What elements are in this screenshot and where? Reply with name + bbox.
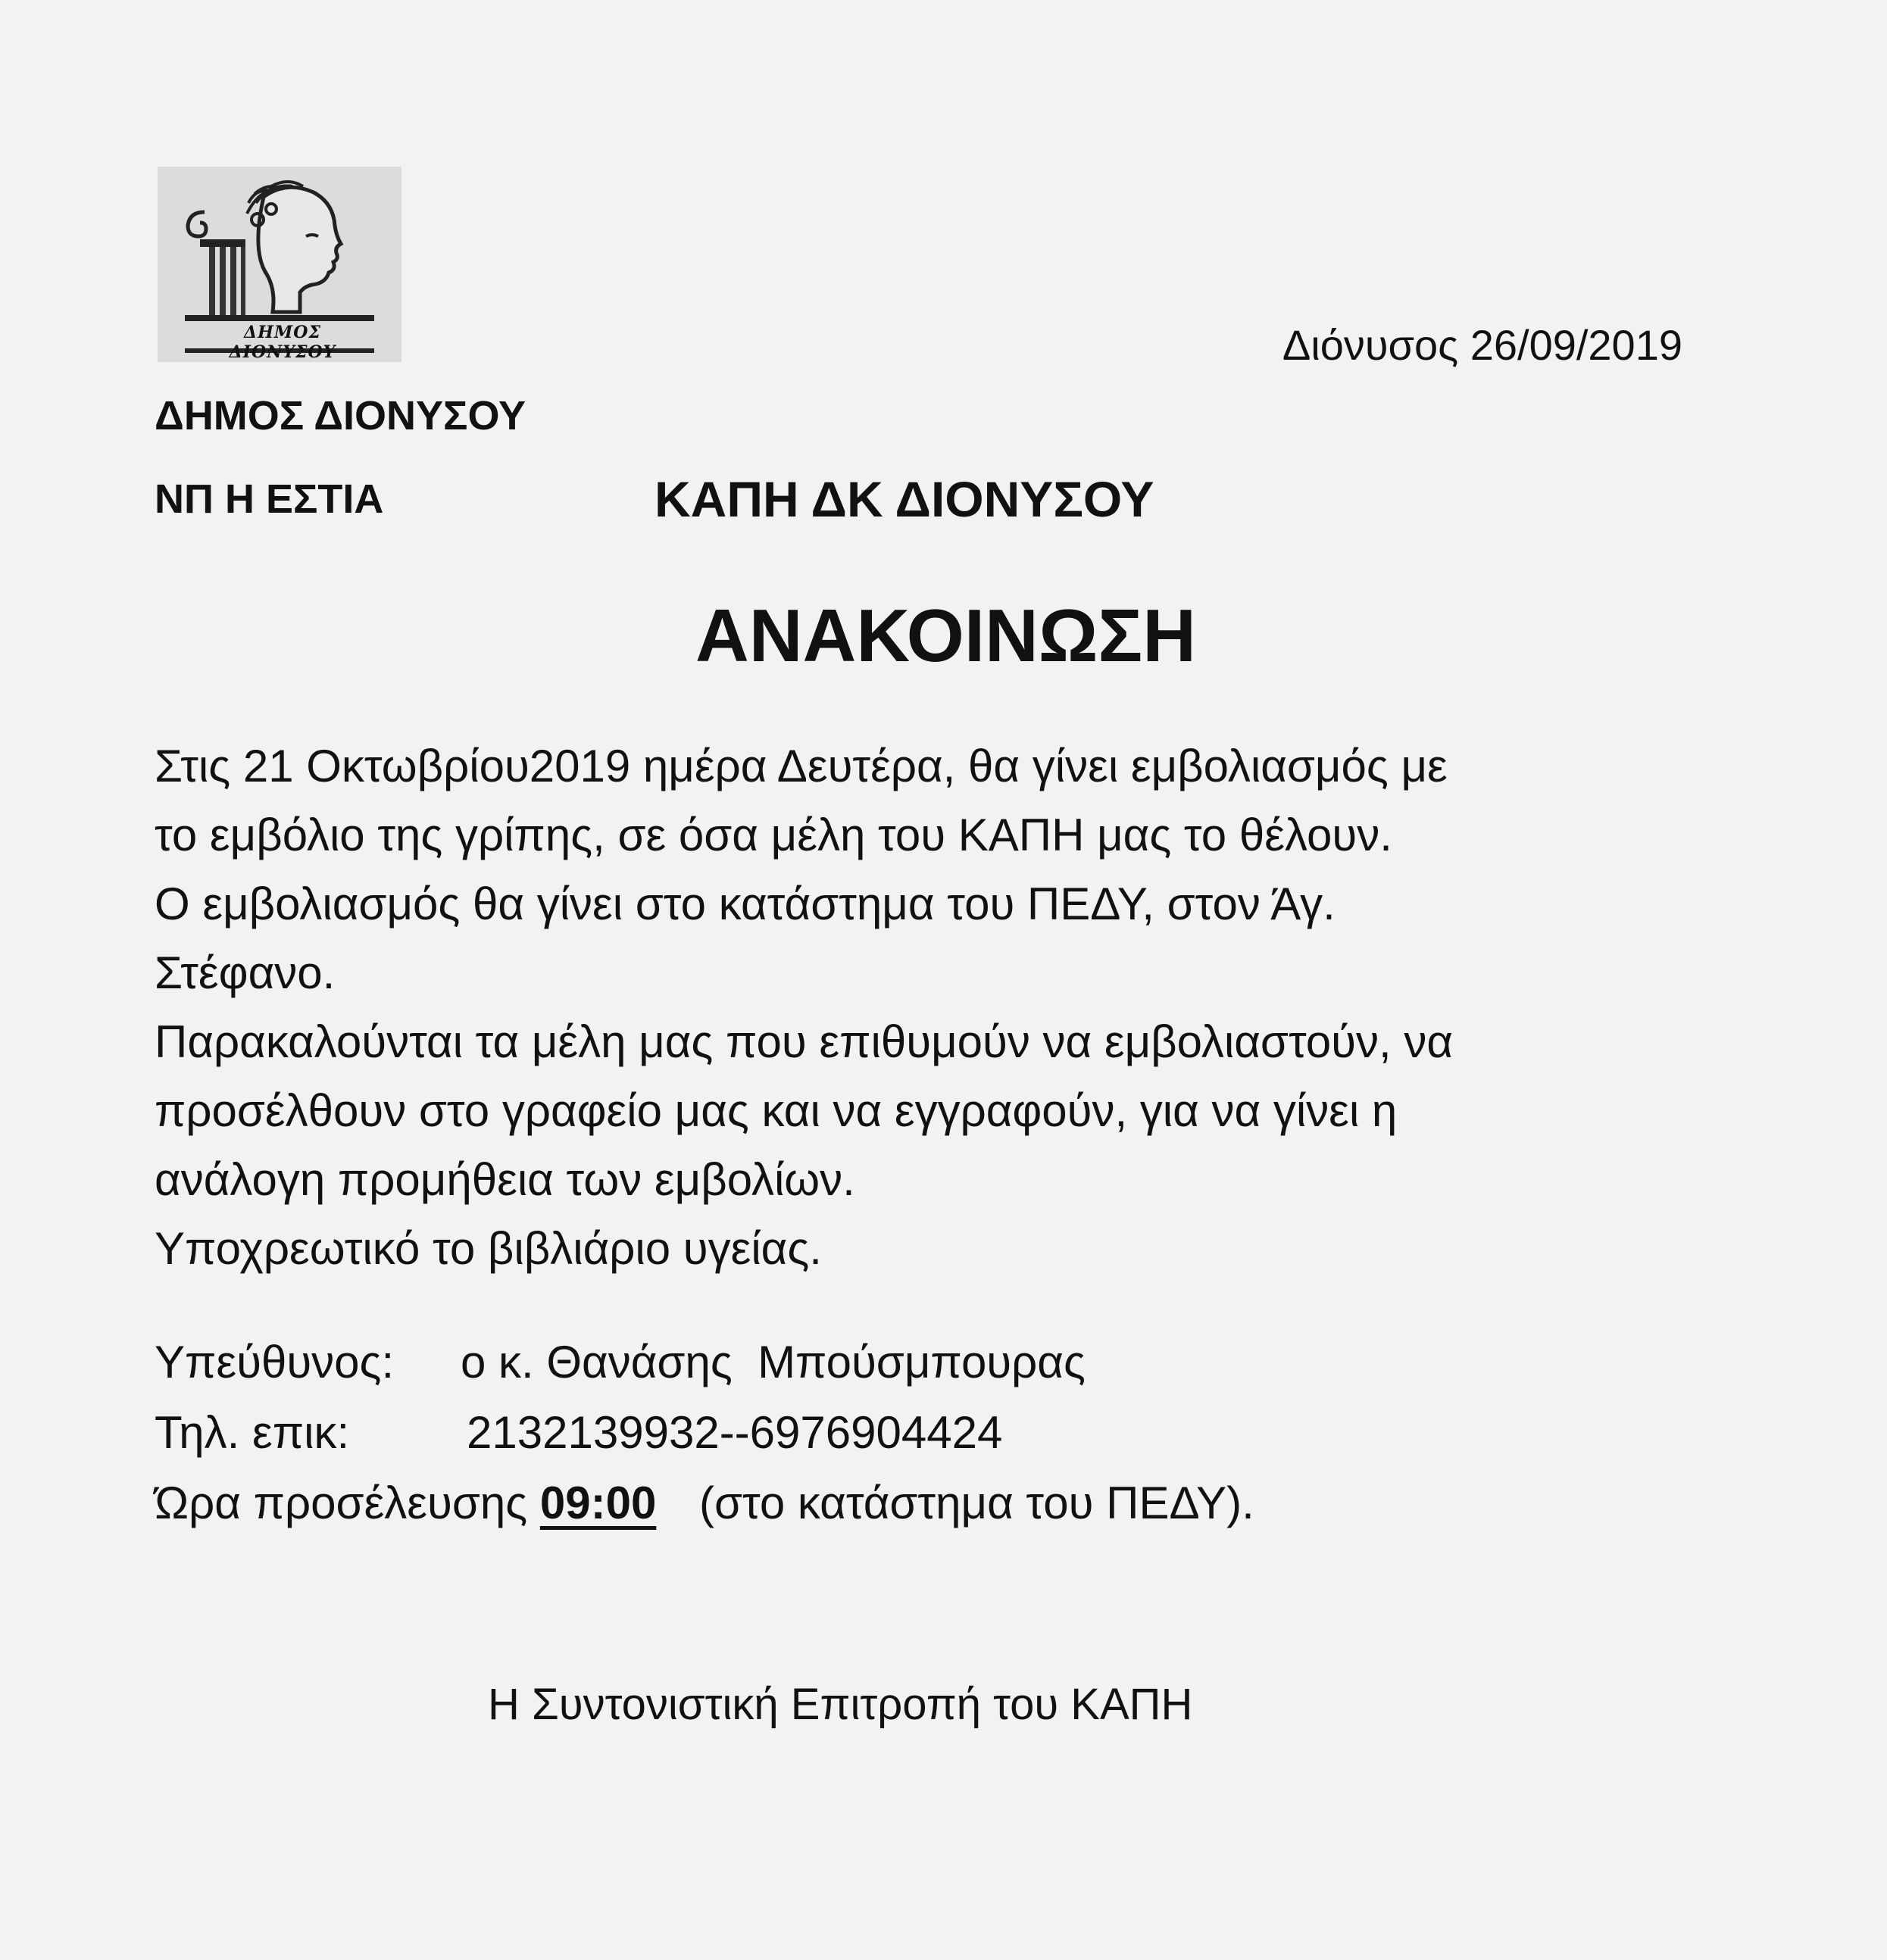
municipality-name: ΔΗΜΟΣ ΔΙΟΝΥΣΟΥ [155, 393, 526, 439]
entity-name: ΝΠ Η ΕΣΤΙΑ [155, 476, 384, 522]
body-line: προσέλθουν στο γραφείο μας και να εγγραφούν, για να γίνει η [155, 1085, 1398, 1136]
responsible-row [155, 1327, 1254, 1397]
arrival-time-row [155, 1468, 1254, 1538]
document-date: Διόνυσος 26/09/2019 [1282, 321, 1682, 369]
body-line: το εμβόλιο της γρίπης, σε όσα μέλη του ΚΑΠΗ μας το θέλουν. [155, 810, 1392, 860]
municipality-logo [158, 167, 401, 362]
signature-line: Η Συντονιστική Επιτροπή του ΚΑΠΗ [488, 1680, 1193, 1729]
arrival-time-label: Ώρα προσέλευσης [155, 1478, 528, 1528]
page-title: ΑΝΑΚΟΙΝΩΣΗ [695, 594, 1196, 677]
logo-lettering: ΔΗΜΟΣ ΔΙΟΝΥΣΟΥ [229, 323, 336, 362]
body-line: Στέφανο. [155, 947, 336, 998]
announcement-body [155, 732, 1760, 1283]
club-name: ΚΑΠΗ ΔΚ ΔΙΟΝΥΣΟΥ [655, 471, 1154, 527]
contact-details [155, 1327, 1254, 1538]
body-line: Παρακαλούνται τα μέλη μας που επιθυμούν να εμβολιαστούν, να [155, 1016, 1454, 1067]
responsible-value: ο κ. Θανάσης Μπούσμπουρας [461, 1337, 1086, 1387]
arrival-location-note: (στο κατάστημα του ΠΕΔΥ). [699, 1478, 1254, 1528]
body-line: ανάλογη προμήθεια των εμβολίων. [155, 1154, 855, 1205]
body-line: Στις 21 Οκτωβρίου2019 ημέρα Δευτέρα, θα γίνει εμβολιασμός με [155, 741, 1448, 791]
responsible-label: Υπεύθυνος: [155, 1337, 395, 1387]
phone-value: 2132139932--6976904424 [467, 1407, 1003, 1458]
body-line: Ο εμβολιασμός θα γίνει στο κατάστημα του ΠΕΔΥ, στον Άγ. [155, 879, 1336, 929]
arrival-time-value: 09:00 [539, 1478, 657, 1528]
phone-row [155, 1397, 1254, 1468]
phone-label: Τηλ. επικ: [155, 1407, 350, 1458]
body-line: Υποχρεωτικό το βιβλιάριο υγείας. [155, 1223, 822, 1274]
